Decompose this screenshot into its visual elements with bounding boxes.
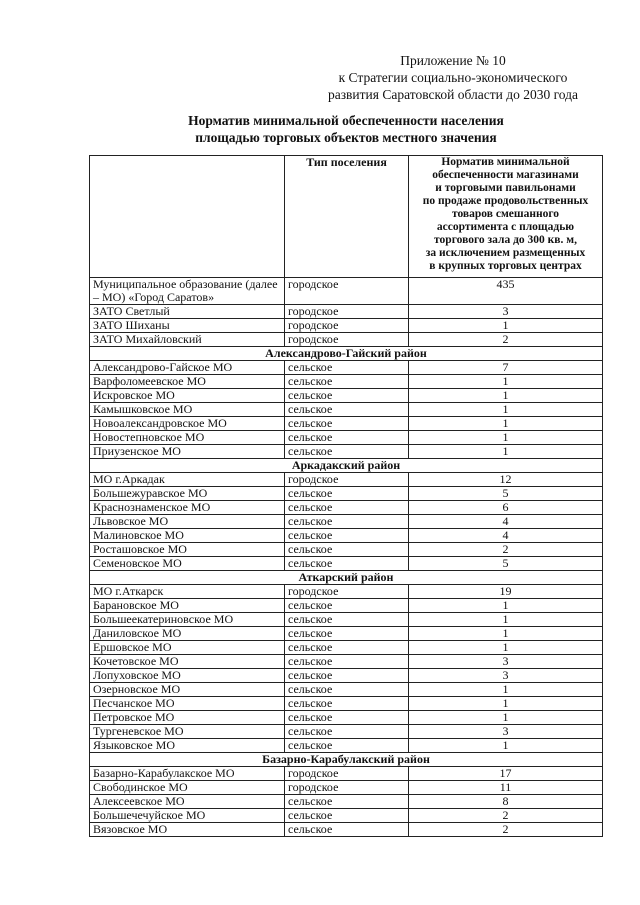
- settlement-type: сельское: [285, 487, 409, 501]
- norm-value: 1: [409, 711, 603, 725]
- settlement-type: сельское: [285, 431, 409, 445]
- municipality-name: Озерновское МО: [90, 683, 285, 697]
- norm-value: 1: [409, 599, 603, 613]
- municipality-name: Вязовское МО: [90, 823, 285, 837]
- norm-value: 1: [409, 389, 603, 403]
- municipality-name: Семеновское МО: [90, 557, 285, 571]
- document-title: [90, 112, 602, 146]
- settlement-type: сельское: [285, 599, 409, 613]
- municipality-name: Львовское МО: [90, 515, 285, 529]
- district-name: Базарно-Карабулакский район: [90, 753, 603, 767]
- district-row: [90, 753, 603, 767]
- settlement-type: сельское: [285, 375, 409, 389]
- municipality-name: Большеекатериновское МО: [90, 613, 285, 627]
- settlement-type: сельское: [285, 613, 409, 627]
- municipality-name: ЗАТО Шиханы: [90, 319, 285, 333]
- header-norm: [409, 156, 603, 278]
- settlement-type: городское: [285, 585, 409, 599]
- table-row: [90, 809, 603, 823]
- table-row: [90, 487, 603, 501]
- table-row: [90, 795, 603, 809]
- title-line: Норматив минимальной обеспеченности населения: [188, 113, 504, 128]
- municipality-name: ЗАТО Светлый: [90, 305, 285, 319]
- table-header-row: [90, 156, 603, 278]
- table-row: [90, 823, 603, 837]
- table-row: [90, 375, 603, 389]
- municipality-name: ЗАТО Михайловский: [90, 333, 285, 347]
- norm-value: 5: [409, 487, 603, 501]
- municipality-name: МО г.Аткарск: [90, 585, 285, 599]
- header-norm-line: Норматив минимальной: [441, 156, 570, 168]
- norm-value: 1: [409, 417, 603, 431]
- settlement-type: сельское: [285, 627, 409, 641]
- table-row: [90, 613, 603, 627]
- table-row: [90, 473, 603, 487]
- norm-value: 1: [409, 683, 603, 697]
- municipality-name: Свободинское МО: [90, 781, 285, 795]
- settlement-type: сельское: [285, 697, 409, 711]
- norm-value: 17: [409, 767, 603, 781]
- settlement-type: сельское: [285, 361, 409, 375]
- table-row: [90, 445, 603, 459]
- table-row: [90, 431, 603, 445]
- table-row: [90, 627, 603, 641]
- header-norm-line: за исключением размещенных: [425, 247, 586, 259]
- norm-value: 1: [409, 375, 603, 389]
- table-row: [90, 739, 603, 753]
- settlement-type: сельское: [285, 501, 409, 515]
- municipality-name: Барановское МО: [90, 599, 285, 613]
- norm-value: 1: [409, 697, 603, 711]
- district-row: [90, 459, 603, 473]
- table-row: [90, 725, 603, 739]
- settlement-type: сельское: [285, 389, 409, 403]
- table-row: [90, 767, 603, 781]
- municipality-name: Приузенское МО: [90, 445, 285, 459]
- norm-value: 4: [409, 529, 603, 543]
- municipality-name: Большежуравское МО: [90, 487, 285, 501]
- table-row: [90, 515, 603, 529]
- municipality-name: Алексеевское МО: [90, 795, 285, 809]
- municipality-name: Муниципальное образование (далее – МО) «Город Саратов»: [90, 278, 285, 305]
- header-settlement-type: Тип поселения: [285, 156, 409, 278]
- municipality-name: Новоалександровское МО: [90, 417, 285, 431]
- district-name: Аркадакский район: [90, 459, 603, 473]
- table-row: [90, 333, 603, 347]
- settlement-type: сельское: [285, 445, 409, 459]
- norm-value: 12: [409, 473, 603, 487]
- norm-value: 1: [409, 431, 603, 445]
- header-norm-line: товаров смешанного: [451, 208, 560, 220]
- appendix-line: к Стратегии социально-экономического: [338, 70, 568, 85]
- settlement-type: сельское: [285, 809, 409, 823]
- table-body: [90, 278, 603, 837]
- settlement-type: городское: [285, 473, 409, 487]
- table-row: [90, 501, 603, 515]
- table-row: [90, 389, 603, 403]
- norm-value: 2: [409, 543, 603, 557]
- settlement-type: сельское: [285, 641, 409, 655]
- settlement-type: городское: [285, 305, 409, 319]
- municipality-name: Даниловское МО: [90, 627, 285, 641]
- settlement-type: сельское: [285, 669, 409, 683]
- settlement-type: сельское: [285, 823, 409, 837]
- norm-value: 3: [409, 725, 603, 739]
- header-blank-cell: [90, 156, 285, 278]
- settlement-type: городское: [285, 781, 409, 795]
- settlement-type: сельское: [285, 683, 409, 697]
- settlement-type: городское: [285, 319, 409, 333]
- municipality-name: Краснознаменское МО: [90, 501, 285, 515]
- table-row: [90, 361, 603, 375]
- municipality-name: Языковское МО: [90, 739, 285, 753]
- settlement-type: сельское: [285, 403, 409, 417]
- settlement-type: сельское: [285, 515, 409, 529]
- norm-value: 1: [409, 445, 603, 459]
- municipality-name: Лопуховское МО: [90, 669, 285, 683]
- table-row: [90, 543, 603, 557]
- settlement-type: сельское: [285, 417, 409, 431]
- municipality-name: Малиновское МО: [90, 529, 285, 543]
- table-row: [90, 305, 603, 319]
- table-row: [90, 529, 603, 543]
- district-name: Аткарский район: [90, 571, 603, 585]
- municipality-name: Искровское МО: [90, 389, 285, 403]
- norm-value: 435: [409, 278, 603, 305]
- norm-value: 11: [409, 781, 603, 795]
- district-name: Александрово-Гайский район: [90, 347, 603, 361]
- norm-value: 2: [409, 809, 603, 823]
- municipality-name: Петровское МО: [90, 711, 285, 725]
- norm-value: 1: [409, 739, 603, 753]
- norm-value: 19: [409, 585, 603, 599]
- municipality-name: Ершовское МО: [90, 641, 285, 655]
- settlement-type: сельское: [285, 725, 409, 739]
- municipality-name: Новостепновское МО: [90, 431, 285, 445]
- settlement-type: сельское: [285, 557, 409, 571]
- norm-value: 6: [409, 501, 603, 515]
- municipality-name: Песчанское МО: [90, 697, 285, 711]
- municipality-name: Александрово-Гайское МО: [90, 361, 285, 375]
- settlement-type: сельское: [285, 711, 409, 725]
- municipality-name: Базарно-Карабулакское МО: [90, 767, 285, 781]
- header-norm-line: в крупных торговых центрах: [429, 260, 582, 272]
- settlement-type: сельское: [285, 543, 409, 557]
- municipality-name: Варфоломеевское МО: [90, 375, 285, 389]
- table-row: [90, 403, 603, 417]
- table-row: [90, 711, 603, 725]
- norm-value: 7: [409, 361, 603, 375]
- header-norm-line: по продаже продовольственных: [422, 195, 589, 207]
- norm-value: 5: [409, 557, 603, 571]
- district-row: [90, 571, 603, 585]
- table-row: [90, 683, 603, 697]
- norm-value: 1: [409, 319, 603, 333]
- municipality-name: МО г.Аркадак: [90, 473, 285, 487]
- table-row: [90, 655, 603, 669]
- table-row: [90, 417, 603, 431]
- appendix-line: Приложение № 10: [400, 53, 506, 68]
- table-row: [90, 641, 603, 655]
- settlement-type: городское: [285, 333, 409, 347]
- table-row: [90, 697, 603, 711]
- settlement-type: городское: [285, 767, 409, 781]
- header-norm-line: и торговыми павильонами: [435, 182, 576, 194]
- norm-value: 1: [409, 627, 603, 641]
- norm-value: 3: [409, 305, 603, 319]
- norm-table: [89, 155, 603, 837]
- norm-value: 1: [409, 641, 603, 655]
- norm-value: 3: [409, 669, 603, 683]
- table-row: [90, 319, 603, 333]
- norm-value: 2: [409, 333, 603, 347]
- table-row: [90, 585, 603, 599]
- header-norm-line: ассортимента с площадью: [436, 221, 575, 233]
- municipality-name: Кочетовское МО: [90, 655, 285, 669]
- norm-value: 4: [409, 515, 603, 529]
- table-row: [90, 669, 603, 683]
- table-row: [90, 599, 603, 613]
- norm-value: 2: [409, 823, 603, 837]
- table-row: [90, 278, 603, 305]
- title-line: площадью торговых объектов местного значения: [195, 130, 497, 145]
- municipality-name: Камышковское МО: [90, 403, 285, 417]
- norm-value: 1: [409, 613, 603, 627]
- header-norm-line: обеспеченности магазинами: [432, 169, 579, 181]
- norm-value: 3: [409, 655, 603, 669]
- appendix-line: развития Саратовской области до 2030 года: [327, 87, 579, 102]
- header-norm-line: торгового зала до 300 кв. м,: [434, 234, 577, 246]
- municipality-name: Тургеневское МО: [90, 725, 285, 739]
- settlement-type: городское: [285, 278, 409, 305]
- settlement-type: сельское: [285, 529, 409, 543]
- appendix-note: [318, 52, 588, 103]
- settlement-type: сельское: [285, 739, 409, 753]
- settlement-type: сельское: [285, 655, 409, 669]
- norm-value: 8: [409, 795, 603, 809]
- table-row: [90, 781, 603, 795]
- settlement-type: сельское: [285, 795, 409, 809]
- table-row: [90, 557, 603, 571]
- municipality-name: Росташовское МО: [90, 543, 285, 557]
- municipality-name: Большечечуйское МО: [90, 809, 285, 823]
- norm-value: 1: [409, 403, 603, 417]
- district-row: [90, 347, 603, 361]
